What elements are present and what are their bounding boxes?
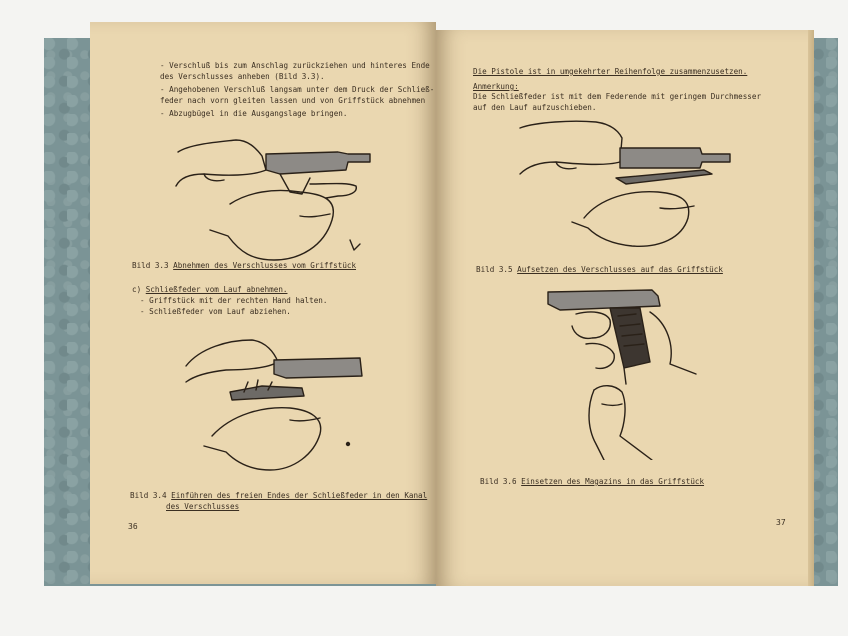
figure-caption [476, 264, 723, 275]
section-label: c) [132, 285, 142, 294]
figure-3-6-illustration [540, 284, 700, 460]
left-page [90, 22, 436, 584]
text-line: - Angehobenen Verschluß langsam unter dem Druck der Schließ- [160, 85, 435, 94]
note-line: auf den Lauf aufzuschieben. [473, 103, 597, 112]
list-item: - Griffstück mit der rechten Hand halten. [140, 296, 328, 305]
note-label: Anmerkung: [473, 82, 519, 91]
caption-prefix: Bild 3.3 [132, 261, 169, 270]
figure-3-4-illustration [182, 334, 372, 474]
page-edge [808, 30, 814, 586]
text-line: feder nach vorn gleiten lassen und von Griffstück abnehmen [160, 96, 426, 105]
text-line: des Verschlusses anheben (Bild 3.3). [160, 72, 325, 81]
figure-3-3-illustration [170, 134, 380, 262]
figure-3-5-illustration [516, 118, 736, 248]
list-item: - Schließfeder vom Lauf abziehen. [140, 307, 291, 316]
page-heading: Die Pistole ist in umgekehrter Reihenfolge zusammenzusetzen. [473, 67, 748, 76]
caption-prefix: Bild 3.6 [480, 477, 517, 486]
page-number: 36 [128, 522, 138, 531]
caption-title: Abnehmen des Verschlusses vom Griffstück [173, 261, 357, 270]
figure-caption [132, 260, 356, 271]
figure-caption [130, 490, 427, 501]
right-page [436, 30, 814, 586]
caption-title: Aufsetzen des Verschlusses auf das Griffstück [517, 265, 723, 274]
text-line: - Verschluß bis zum Anschlag zurückziehen und hinteres Ende [160, 61, 430, 70]
caption-prefix: Bild 3.5 [476, 265, 513, 274]
caption-title: Einsetzen des Magazins in das Griffstück [521, 477, 705, 486]
text-line: - Abzugbügel in die Ausgangslage bringen. [160, 109, 348, 118]
caption-prefix: Bild 3.4 [130, 491, 167, 500]
figure-caption [480, 476, 704, 487]
section-title: Schließfeder vom Lauf abnehmen. [145, 285, 288, 294]
figure-caption-continued: des Verschlusses [166, 502, 240, 511]
note-line: Die Schließfeder ist mit dem Federende mit geringem Durchmesser [473, 92, 762, 101]
section-heading [132, 284, 287, 295]
page-number: 37 [776, 518, 786, 527]
caption-title: Einführen des freien Endes der Schließfeder in den Kanal [171, 491, 428, 500]
